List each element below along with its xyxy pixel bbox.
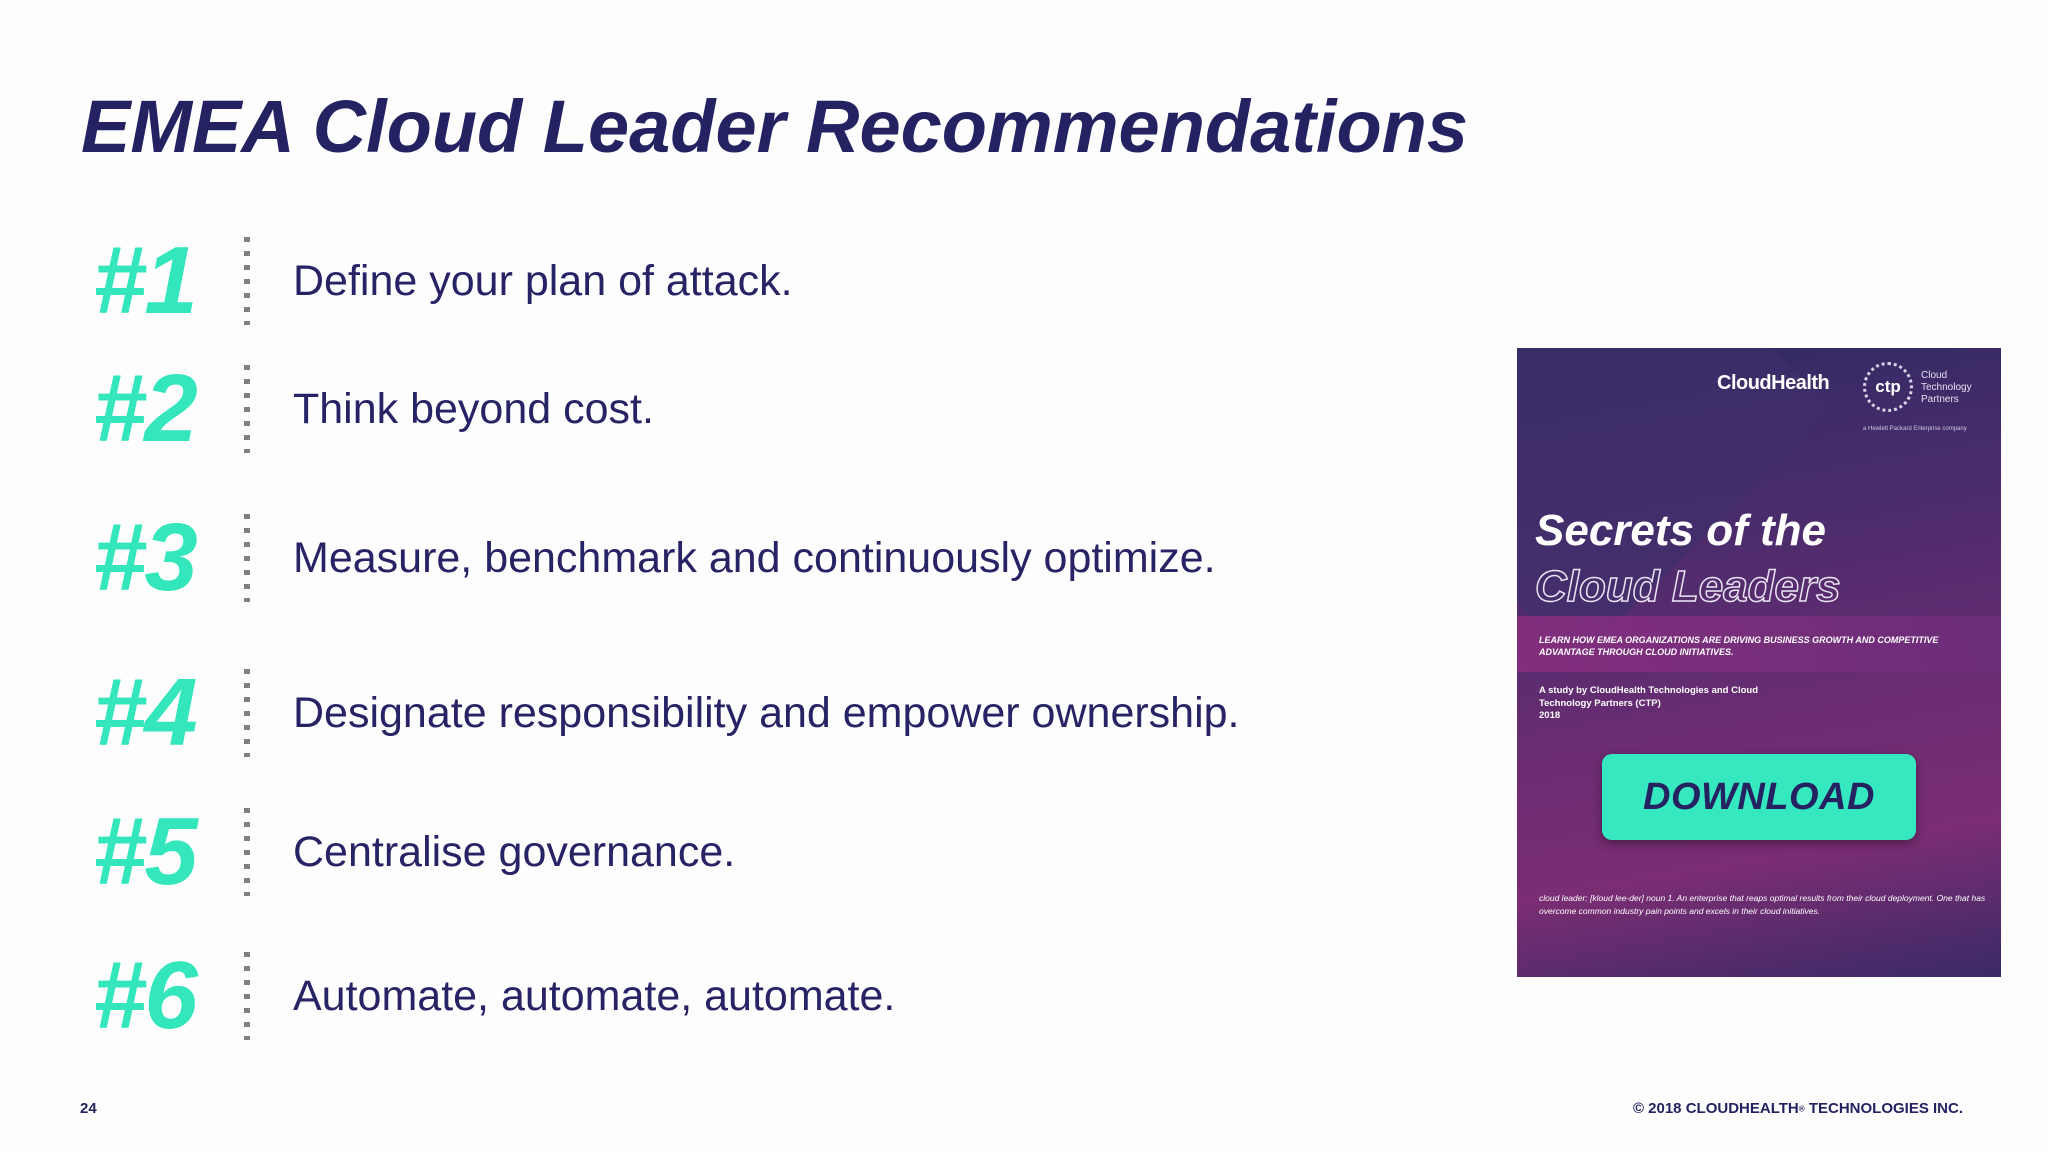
registered-mark: ® — [1798, 1104, 1805, 1114]
copyright-notice — [1633, 1100, 1963, 1117]
download-button[interactable]: DOWNLOAD — [1602, 754, 1916, 840]
cover-study-credit: A study by CloudHealth Technologies and Cloud Technology Partners (CTP) — [1539, 685, 1759, 709]
cover-year: 2018 — [1539, 710, 1561, 721]
copyright-prefix: © 2018 CLOUDHEALTH — [1632, 1100, 1799, 1117]
recommendation-number: #5 — [93, 798, 196, 905]
recommendation-number: #1 — [93, 227, 196, 334]
cover-heading-line2: Cloud Leaders — [1535, 562, 1841, 611]
dotted-divider — [244, 808, 250, 896]
ctp-name: Cloud Technology Partners — [1921, 370, 1972, 405]
copyright-suffix: TECHNOLOGIES INC. — [1804, 1100, 1963, 1117]
page-number: 24 — [80, 1100, 97, 1117]
cloudhealth-logo: CloudHealth — [1717, 372, 1830, 394]
recommendation-number: #2 — [93, 355, 196, 462]
recommendation-item — [0, 355, 1450, 462]
recommendation-item — [0, 659, 1450, 766]
dotted-divider — [244, 237, 250, 325]
recommendation-item — [0, 227, 1450, 334]
dotted-divider — [244, 514, 250, 602]
recommendation-text: Designate responsibility and empower ownership. — [293, 689, 1240, 737]
recommendation-number: #6 — [93, 942, 196, 1049]
report-cover[interactable] — [1517, 348, 2001, 977]
recommendation-number: #3 — [93, 504, 196, 611]
recommendation-number: #4 — [93, 659, 196, 766]
cover-definition: cloud leader: [kloud lee-der] noun 1. An enterprise that reaps optimal results from their cloud deployment. One that has overcome common industry pain points and excels in their cloud initiatives. — [1539, 893, 1986, 916]
recommendation-text: Measure, benchmark and continuously optimize. — [293, 534, 1216, 582]
cover-subheading: LEARN HOW EMEA ORGANIZATIONS ARE DRIVING BUSINESS GROWTH AND COMPETITIVE ADVANTAGE THROUGH CLOUD INITIATIVES. — [1539, 635, 1939, 657]
recommendation-text: Define your plan of attack. — [293, 257, 793, 305]
dotted-divider — [244, 669, 250, 757]
recommendation-item — [0, 798, 1450, 905]
ctp-tagline: a Hewlett Packard Enterprise company — [1863, 426, 1967, 432]
slide-title: EMEA Cloud Leader Recommendations — [81, 85, 1469, 168]
recommendation-item — [0, 504, 1450, 611]
recommendation-text: Automate, automate, automate. — [293, 972, 896, 1020]
cover-heading-line1: Secrets of the — [1535, 506, 1826, 555]
recommendation-item — [0, 942, 1450, 1049]
dotted-divider — [244, 952, 250, 1040]
recommendation-text: Think beyond cost. — [293, 385, 654, 433]
ctp-logo-icon: ctp — [1863, 362, 1913, 412]
dotted-divider — [244, 365, 250, 453]
recommendation-text: Centralise governance. — [293, 828, 736, 876]
